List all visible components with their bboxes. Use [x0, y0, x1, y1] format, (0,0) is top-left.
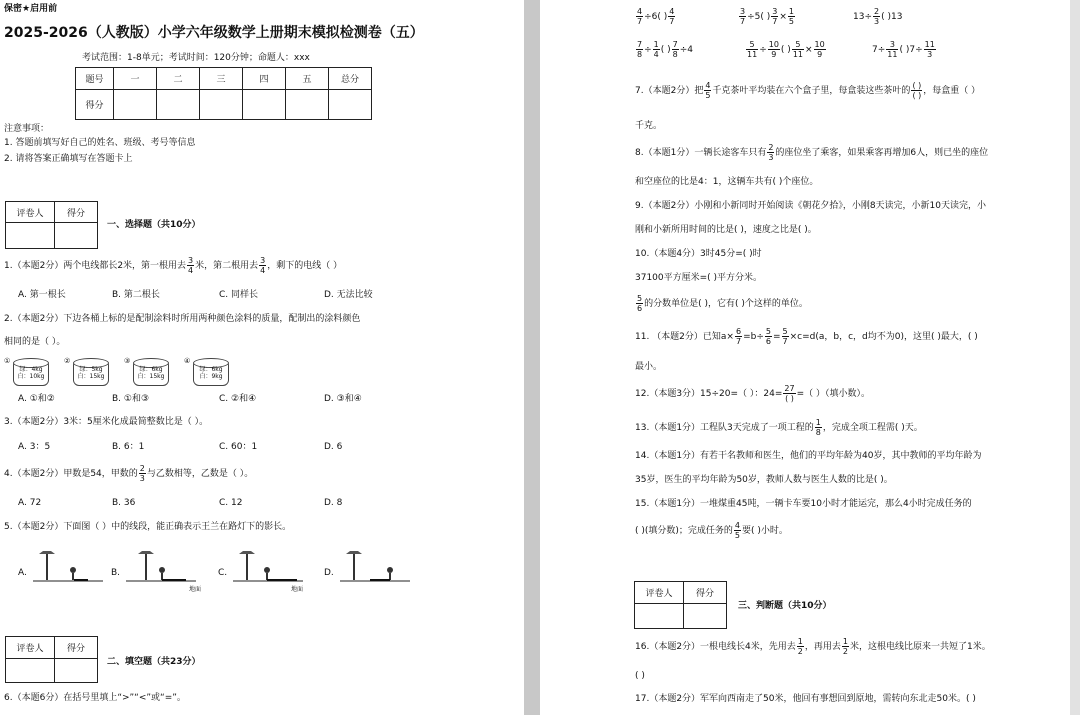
frac-num: 2 — [874, 7, 880, 16]
grader-label: 评卷人 — [6, 202, 55, 223]
bucket-green: 绿：4kg — [19, 366, 43, 373]
grader-cell[interactable] — [6, 659, 55, 683]
score-header: 总分 — [329, 68, 372, 90]
streetlamp-figure — [233, 548, 303, 588]
frac-num: 6 — [735, 327, 742, 336]
frac-den: 8 — [637, 50, 643, 59]
score-cell[interactable] — [243, 90, 286, 120]
frac-den: 5 — [705, 91, 711, 100]
q7-text: 千克茶叶平均装在六个盒子里，每盒装这些茶叶的 — [712, 86, 911, 96]
frac-num: 7 — [637, 40, 643, 49]
bucket-number: ③ — [124, 357, 131, 365]
score-header: 二 — [157, 68, 200, 90]
option[interactable]: A. 3：5 — [18, 442, 51, 452]
question-15-cont — [635, 521, 788, 540]
frac-den: 7 — [735, 337, 742, 346]
fraction — [873, 7, 880, 26]
answer-fraction[interactable] — [911, 81, 922, 100]
compare-text: ÷4 — [679, 45, 693, 55]
score-header: 三 — [200, 68, 243, 90]
frac-den: 9 — [817, 50, 823, 59]
note-line: 1. 答题前填写好自己的姓名、班级、考号等信息 — [4, 138, 196, 148]
q11-text: ×c=d(a，b，c，d均不为0)，这里( )最大，( ) — [789, 332, 978, 342]
option[interactable]: C. 12 — [219, 498, 243, 508]
frac-num: 1 — [797, 637, 803, 646]
grader-cell[interactable] — [55, 659, 98, 683]
frac-num: 5 — [782, 327, 788, 336]
score-header: 一 — [114, 68, 157, 90]
frac-den: 6 — [765, 337, 771, 346]
section-title: 一、选择题（共10分） — [107, 220, 201, 230]
question-1 — [4, 256, 342, 275]
fraction — [668, 7, 675, 26]
option[interactable]: C. 同样长 — [219, 290, 259, 300]
frac-num: 2 — [768, 143, 774, 152]
note-line: 2. 请将答案正确填写在答题卡上 — [4, 154, 133, 164]
frac-den: ( ) — [785, 394, 794, 403]
bucket-green: 绿：6kg — [139, 366, 163, 373]
option[interactable]: C. 60：1 — [219, 442, 258, 452]
q1-text: ，剩下的电线（ ） — [267, 261, 343, 271]
notes-title: 注意事项： — [4, 124, 50, 134]
frac-num: 3 — [772, 7, 778, 16]
fraction — [768, 40, 780, 59]
q8-text: 的座位坐了乘客，如果乘客再增加6人，则已坐的座位 — [775, 148, 989, 158]
grader-box — [5, 201, 98, 249]
fraction — [797, 637, 804, 656]
question-10: 10.（本题4分）3时45分=( )时 — [635, 249, 762, 259]
question-2: 2.（本题2分）下边各桶上标的是配制涂料时所用两种颜色涂料的质量，配制出的涂料颜色 — [4, 314, 361, 324]
grader-score-label: 得分 — [55, 202, 98, 223]
option[interactable]: B. ①和③ — [112, 394, 150, 404]
question-8-cont: 和空座位的比是4：1，这辆车共有( )个座位。 — [635, 177, 819, 187]
fraction — [842, 637, 849, 656]
frac-num: 7 — [672, 40, 678, 49]
frac-num: 5 — [765, 327, 771, 336]
q12-text: =（ ）（填小数）。 — [796, 389, 870, 399]
frac-num: 5 — [637, 294, 643, 303]
frac-num: 3 — [740, 7, 746, 16]
fraction — [782, 327, 789, 346]
option[interactable]: C. — [218, 568, 228, 578]
frac-den: 5 — [734, 531, 741, 540]
frac-num: 4 — [734, 521, 741, 530]
compare-text: × — [805, 45, 813, 55]
frac-num: 1 — [815, 418, 821, 427]
grader-cell[interactable] — [55, 223, 98, 249]
frac-num: ( ) — [912, 81, 922, 90]
question-9-cont: 刚和小新所用时间的比是( )，速度之比是( )。 — [635, 225, 817, 235]
q11-text: =b÷ — [743, 332, 764, 342]
fraction — [771, 7, 778, 26]
frac-den: 11 — [887, 50, 898, 59]
option[interactable]: D. 无法比较 — [324, 290, 373, 300]
frac-den: 6 — [637, 304, 643, 313]
score-cell[interactable] — [200, 90, 243, 120]
score-header: 五 — [286, 68, 329, 90]
fraction — [636, 40, 643, 59]
q16-text: ，再用去 — [804, 642, 841, 652]
ground-label: 地面 — [189, 586, 202, 593]
option[interactable]: B. 6：1 — [112, 442, 145, 452]
q1-text: 米，第二根用去 — [195, 261, 259, 271]
fraction — [187, 256, 194, 275]
bucket-white: 白：9kg — [199, 373, 223, 380]
question-17: 17.（本题2分）军军向西南走了50米，他回有事想回到原地，需转向东北走50米。( ) — [635, 694, 976, 704]
q11-text: 11. （本题2分）已知a× — [635, 332, 734, 342]
fraction — [792, 40, 804, 59]
option[interactable]: C. ②和④ — [219, 394, 257, 404]
answer-blank[interactable]: ( ) — [635, 671, 645, 681]
grader-label: 评卷人 — [635, 582, 684, 604]
score-header: 四 — [243, 68, 286, 90]
option[interactable]: A. 第一根长 — [18, 290, 66, 300]
section-title: 三、判断题（共10分） — [738, 601, 832, 611]
bucket-label — [194, 366, 228, 380]
q4-text: 4.（本题2分）甲数是54，甲数的 — [4, 469, 138, 479]
answer-fraction[interactable] — [783, 384, 795, 403]
frac-num: 3 — [188, 256, 194, 265]
grader-box — [634, 581, 727, 629]
frac-num: 11 — [924, 40, 935, 49]
option[interactable]: D. ③和④ — [324, 394, 362, 404]
frac-num: 3 — [886, 40, 898, 50]
section-title: 二、填空题（共23分） — [107, 657, 201, 667]
option[interactable]: A. ①和② — [18, 394, 55, 404]
exam-page-right — [540, 0, 1070, 715]
streetlamp-figure — [33, 548, 103, 588]
q7-text: 7.（本题2分）把 — [635, 86, 704, 96]
frac-den: 9 — [771, 50, 777, 59]
frac-den: 3 — [874, 17, 880, 26]
grader-box — [5, 636, 98, 683]
frac-den: 7 — [782, 337, 788, 346]
q16-text: 米，这根电线比原来一共短了1米。 — [849, 642, 991, 652]
score-cell[interactable] — [157, 90, 200, 120]
frac-num: 27 — [784, 384, 795, 393]
q13-text: ，完成全项工程需( )天。 — [822, 423, 923, 433]
frac-den: 3 — [139, 474, 145, 483]
score-header: 题号 — [76, 68, 114, 90]
compare-text: 13÷ — [853, 12, 872, 22]
option[interactable]: D. 8 — [324, 498, 343, 508]
paint-bucket — [13, 362, 49, 386]
option[interactable]: D. 6 — [324, 442, 343, 452]
question-14: 14.（本题1分）有若干名教师和医生，他们的平均年龄为40岁，其中教师的平均年龄为 — [635, 451, 982, 461]
q8-text: 8.（本题1分）一辆长途客车只有 — [635, 148, 767, 158]
question-7 — [635, 81, 980, 100]
q11-text: = — [772, 332, 781, 342]
fraction — [704, 81, 711, 100]
fraction — [767, 143, 774, 162]
q7-text: ，每盒重（ ） — [923, 86, 981, 96]
fraction — [746, 40, 758, 59]
q15-text: ( )(填分数)；完成任务的 — [635, 526, 733, 536]
fraction — [739, 7, 746, 26]
option[interactable]: A. 72 — [18, 498, 42, 508]
score-table — [75, 67, 372, 120]
bucket-label — [134, 366, 168, 380]
fraction — [139, 464, 146, 483]
compare-text: ( )7÷ — [899, 45, 923, 55]
frac-num: 1 — [653, 40, 659, 49]
fraction — [672, 40, 679, 59]
ground-label: 地面 — [291, 586, 304, 593]
question-4 — [4, 464, 253, 483]
question-16 — [635, 637, 991, 656]
bucket-white: 白：10kg — [17, 373, 45, 380]
fraction — [765, 327, 772, 346]
frac-den: 4 — [653, 50, 659, 59]
frac-den: 8 — [672, 50, 678, 59]
frac-num: 5 — [792, 40, 804, 50]
paint-bucket — [73, 362, 109, 386]
frac-num: 10 — [814, 40, 825, 49]
score-cell[interactable] — [329, 90, 372, 120]
q1-text: 1.（本题2分）两个电线都长2米，第一根用去 — [4, 261, 187, 271]
bucket-white: 白：15kg — [137, 373, 165, 380]
frac-den: 4 — [260, 266, 266, 275]
frac-den: 7 — [740, 17, 746, 26]
secret-label: 保密★启用前 — [4, 4, 58, 14]
paint-bucket — [193, 362, 229, 386]
compare-text: ( ) — [780, 45, 791, 55]
question-14-cont: 35岁，医生的平均年龄为50岁，教师人数与医生人数的比是( )。 — [635, 475, 893, 485]
option[interactable]: B. 36 — [112, 498, 136, 508]
question-11 — [635, 327, 978, 346]
frac-num: 4 — [669, 7, 675, 16]
frac-den: 11 — [747, 50, 758, 59]
compare-item — [738, 7, 796, 26]
fraction — [734, 521, 741, 540]
frac-den: ( ) — [912, 91, 922, 100]
frac-den: 4 — [188, 266, 194, 275]
compare-text: 7÷ — [872, 45, 886, 55]
compare-text: × — [779, 12, 787, 22]
grader-cell[interactable] — [6, 223, 55, 249]
question-7-cont: 千克。 — [635, 121, 663, 131]
frac-num: 4 — [637, 7, 643, 16]
frac-den: 2 — [797, 647, 803, 656]
frac-den: 2 — [842, 647, 848, 656]
bucket-green: 绿：6kg — [199, 366, 223, 373]
compare-text: ( )13 — [881, 12, 903, 22]
fraction — [735, 327, 742, 346]
q15-text: 要( )小时。 — [742, 526, 788, 536]
bucket-green: 绿：5kg — [79, 366, 103, 373]
compare-item — [853, 7, 902, 26]
question-8 — [635, 143, 988, 162]
streetlamp-figure — [126, 548, 196, 588]
compare-item — [635, 7, 676, 26]
grader-score-label: 得分 — [684, 582, 727, 604]
streetlamp-figure — [340, 548, 410, 588]
frac-den: 8 — [815, 428, 821, 437]
q4-text: 与乙数相等，乙数是（ ）。 — [146, 469, 254, 479]
grader-cell[interactable] — [684, 604, 727, 629]
paint-bucket — [133, 362, 169, 386]
option[interactable]: B. — [111, 568, 121, 578]
frac-num: 1 — [788, 7, 794, 16]
score-cell[interactable] — [286, 90, 329, 120]
frac-den: 7 — [669, 17, 675, 26]
q12-text: 12.（本题3分）15÷20=（ ）：24= — [635, 389, 783, 399]
fraction — [924, 40, 936, 59]
fraction — [636, 7, 643, 26]
question-15: 15.（本题1分）一堆煤重45吨，一辆卡车要10小时才能运完，那么4小时完成任务的 — [635, 499, 972, 509]
compare-text: ( ) — [660, 45, 671, 55]
q16-text: 16.（本题2分）一根电线长4米，先用去 — [635, 642, 796, 652]
bucket-number: ④ — [184, 357, 191, 365]
frac-den: 3 — [768, 153, 774, 162]
grader-label: 评卷人 — [6, 637, 55, 659]
fraction — [259, 256, 266, 275]
vertical-scrollbar[interactable] — [1070, 0, 1080, 715]
score-cell[interactable] — [114, 90, 157, 120]
frac-num: 4 — [705, 81, 711, 90]
fraction — [788, 7, 795, 26]
exam-title: 2025-2026（人教版）小学六年级数学上册期末模拟检测卷（五） — [4, 25, 424, 41]
bucket-label — [74, 366, 108, 380]
frac-den: 7 — [637, 17, 643, 26]
grader-cell[interactable] — [635, 604, 684, 629]
bucket-label — [14, 366, 48, 380]
compare-item — [872, 40, 937, 59]
question-10-c — [635, 294, 808, 313]
q13-text: 13.（本题1分）工程队3天完成了一项工程的 — [635, 423, 814, 433]
frac-num: 5 — [746, 40, 758, 50]
page-gap — [524, 0, 540, 715]
option[interactable]: A. — [18, 568, 27, 578]
compare-text: ÷6( ) — [644, 12, 668, 22]
question-12 — [635, 384, 870, 403]
fraction — [815, 418, 822, 437]
compare-text: ÷ — [644, 45, 652, 55]
question-10-b: 37100平方厘米=( )平方分米。 — [635, 273, 763, 283]
option[interactable]: D. — [324, 568, 334, 578]
option[interactable]: B. 第二根长 — [112, 290, 160, 300]
frac-den: 7 — [772, 17, 778, 26]
frac-num: 1 — [842, 637, 848, 646]
fraction — [653, 40, 660, 59]
frac-den: 5 — [788, 17, 794, 26]
fraction — [636, 294, 643, 313]
fraction — [814, 40, 826, 59]
grader-score-label: 得分 — [55, 637, 98, 659]
question-13 — [635, 418, 923, 437]
compare-item — [745, 40, 827, 59]
score-row-label: 得分 — [76, 90, 114, 120]
question-5: 5.（本题2分）下面图（ ）中的线段，能正确表示王兰在路灯下的影长。 — [4, 522, 292, 532]
question-6: 6.（本题6分）在括号里填上“>”“<”或“=”。 — [4, 693, 186, 703]
q10-text: 的分数单位是( )，它有( )个这样的单位。 — [644, 299, 808, 309]
question-9: 9.（本题2分）小刚和小新同时开始阅读《朝花夕拾》，小刚8天读完，小新10天读完，小 — [635, 201, 986, 211]
frac-num: 10 — [768, 40, 779, 49]
bucket-white: 白：15kg — [77, 373, 105, 380]
frac-num: 3 — [260, 256, 266, 265]
fraction — [886, 40, 898, 59]
question-11-cont: 最小。 — [635, 362, 663, 372]
question-3: 3.（本题2分）3米：5厘米化成最简整数比是（ ）。 — [4, 417, 209, 427]
question-2-cont: 相同的是（ ）。 — [4, 337, 66, 347]
frac-den: 11 — [792, 50, 803, 59]
bucket-number: ① — [4, 357, 11, 365]
bucket-number: ② — [64, 357, 71, 365]
frac-num: 2 — [139, 464, 145, 473]
frac-den: 3 — [927, 50, 933, 59]
compare-text: ÷ — [759, 45, 767, 55]
compare-item — [635, 40, 693, 59]
compare-text: ÷5( ) — [747, 12, 771, 22]
exam-page-left — [0, 0, 524, 715]
exam-info: 考试范围：1-8单元；考试时间：120分钟；命题人：xxx — [82, 53, 310, 63]
